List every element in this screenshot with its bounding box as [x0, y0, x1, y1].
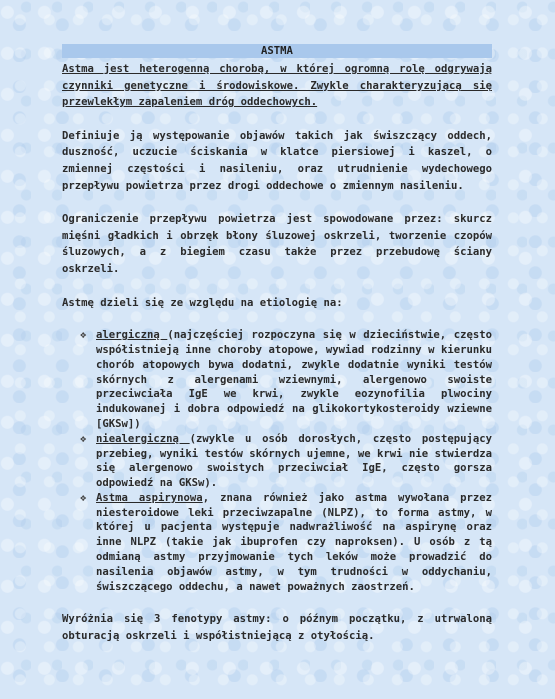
etiology-term: alergiczną: [96, 329, 168, 342]
etiology-description: , znana również jako astma wywołana przez niesteroidowe leki przeciwzapalne (NLPZ), to forma astmy, w której u pacjenta występuje nadwrażliwość na aspirynę oraz inne NLPZ (takie jak ibuprofen czy naproksen). U osób z tą odmianą astmy przyjmowanie tych leków może prowadzić do nasilenia objawów astmy, w tym trudności w oddychaniu, świszczącego oddechu, a nawet poważnych zaostrzeń.: [96, 491, 492, 593]
document-page: [62, 44, 492, 645]
etiology-term: niealergiczną: [96, 432, 190, 445]
etiology-list: [62, 328, 492, 594]
diamond-bullet-icon: ❖: [80, 491, 87, 504]
etiology-term: Astma aspirynowa: [96, 491, 203, 504]
etiology-description: (najczęściej rozpoczyna się w dzieciństwie, często współistnieją inne choroby atopowe, wywiad rodzinny w kierunku chorób atopowych bywa dodatni, zwykle dodatnie wyniki testów skórnych z alergenami wziewnymi, alergenowo swoiste przeciwciała IgE we krwi, zwykle eozynofilia plwociny indukowanej i dobra odpowiedź na glikokortykosteroidy wziewne [GKSw]): [96, 329, 492, 430]
definition-paragraph: Definiuje ją występowanie objawów takich jak świszczący oddech, duszność, uczucie ściskania w klatce piersiowej i kaszel, o zmiennej częstości i nasileniu, oraz utrudnienie wydechowego przepływu powietrza przez drogi oddechowe o zmiennym nasileniu.: [62, 129, 492, 192]
intro-paragraph: Astma jest heterogenną chorobą, w której ogromną rolę odgrywają czynniki genetyczne i środowiskowe. Zwykle charakteryzującą się przewlekłym zapaleniem dróg oddechowych.: [62, 63, 492, 109]
diamond-bullet-icon: ❖: [80, 329, 87, 342]
airflow-paragraph: Ograniczenie przepływu powietrza jest spowodowane przez: skurcz mięśni gładkich i obrzęk błony śluzowej oskrzeli, tworzenie czopów śluzowych, a z biegiem czasu także przez przebudowę ściany oskrzeli.: [62, 213, 492, 275]
phenotypes-paragraph: Wyróżnia się 3 fenotypy astmy: o późnym początku, z utrwaloną obturacją oskrzeli i współistniejącą z otyłością.: [62, 613, 492, 643]
etiology-description: (zwykle u osób dorosłych, często postępujący przebieg, wyniki testów skórnych ujemne, we krwi nie stwierdza się alergenowo swoistych przeciwciał IgE, często gorsza odpowiedź na GKSw).: [96, 432, 492, 490]
diamond-bullet-icon: ❖: [80, 432, 87, 445]
etiology-item-nonallergic: [80, 432, 492, 491]
etiology-item-aspirin: [80, 491, 492, 595]
etiology-heading: Astmę dzieli się ze względu na etiologię na:: [62, 296, 343, 309]
document-title: ASTMA: [62, 44, 492, 58]
etiology-item-allergic: [80, 328, 492, 432]
